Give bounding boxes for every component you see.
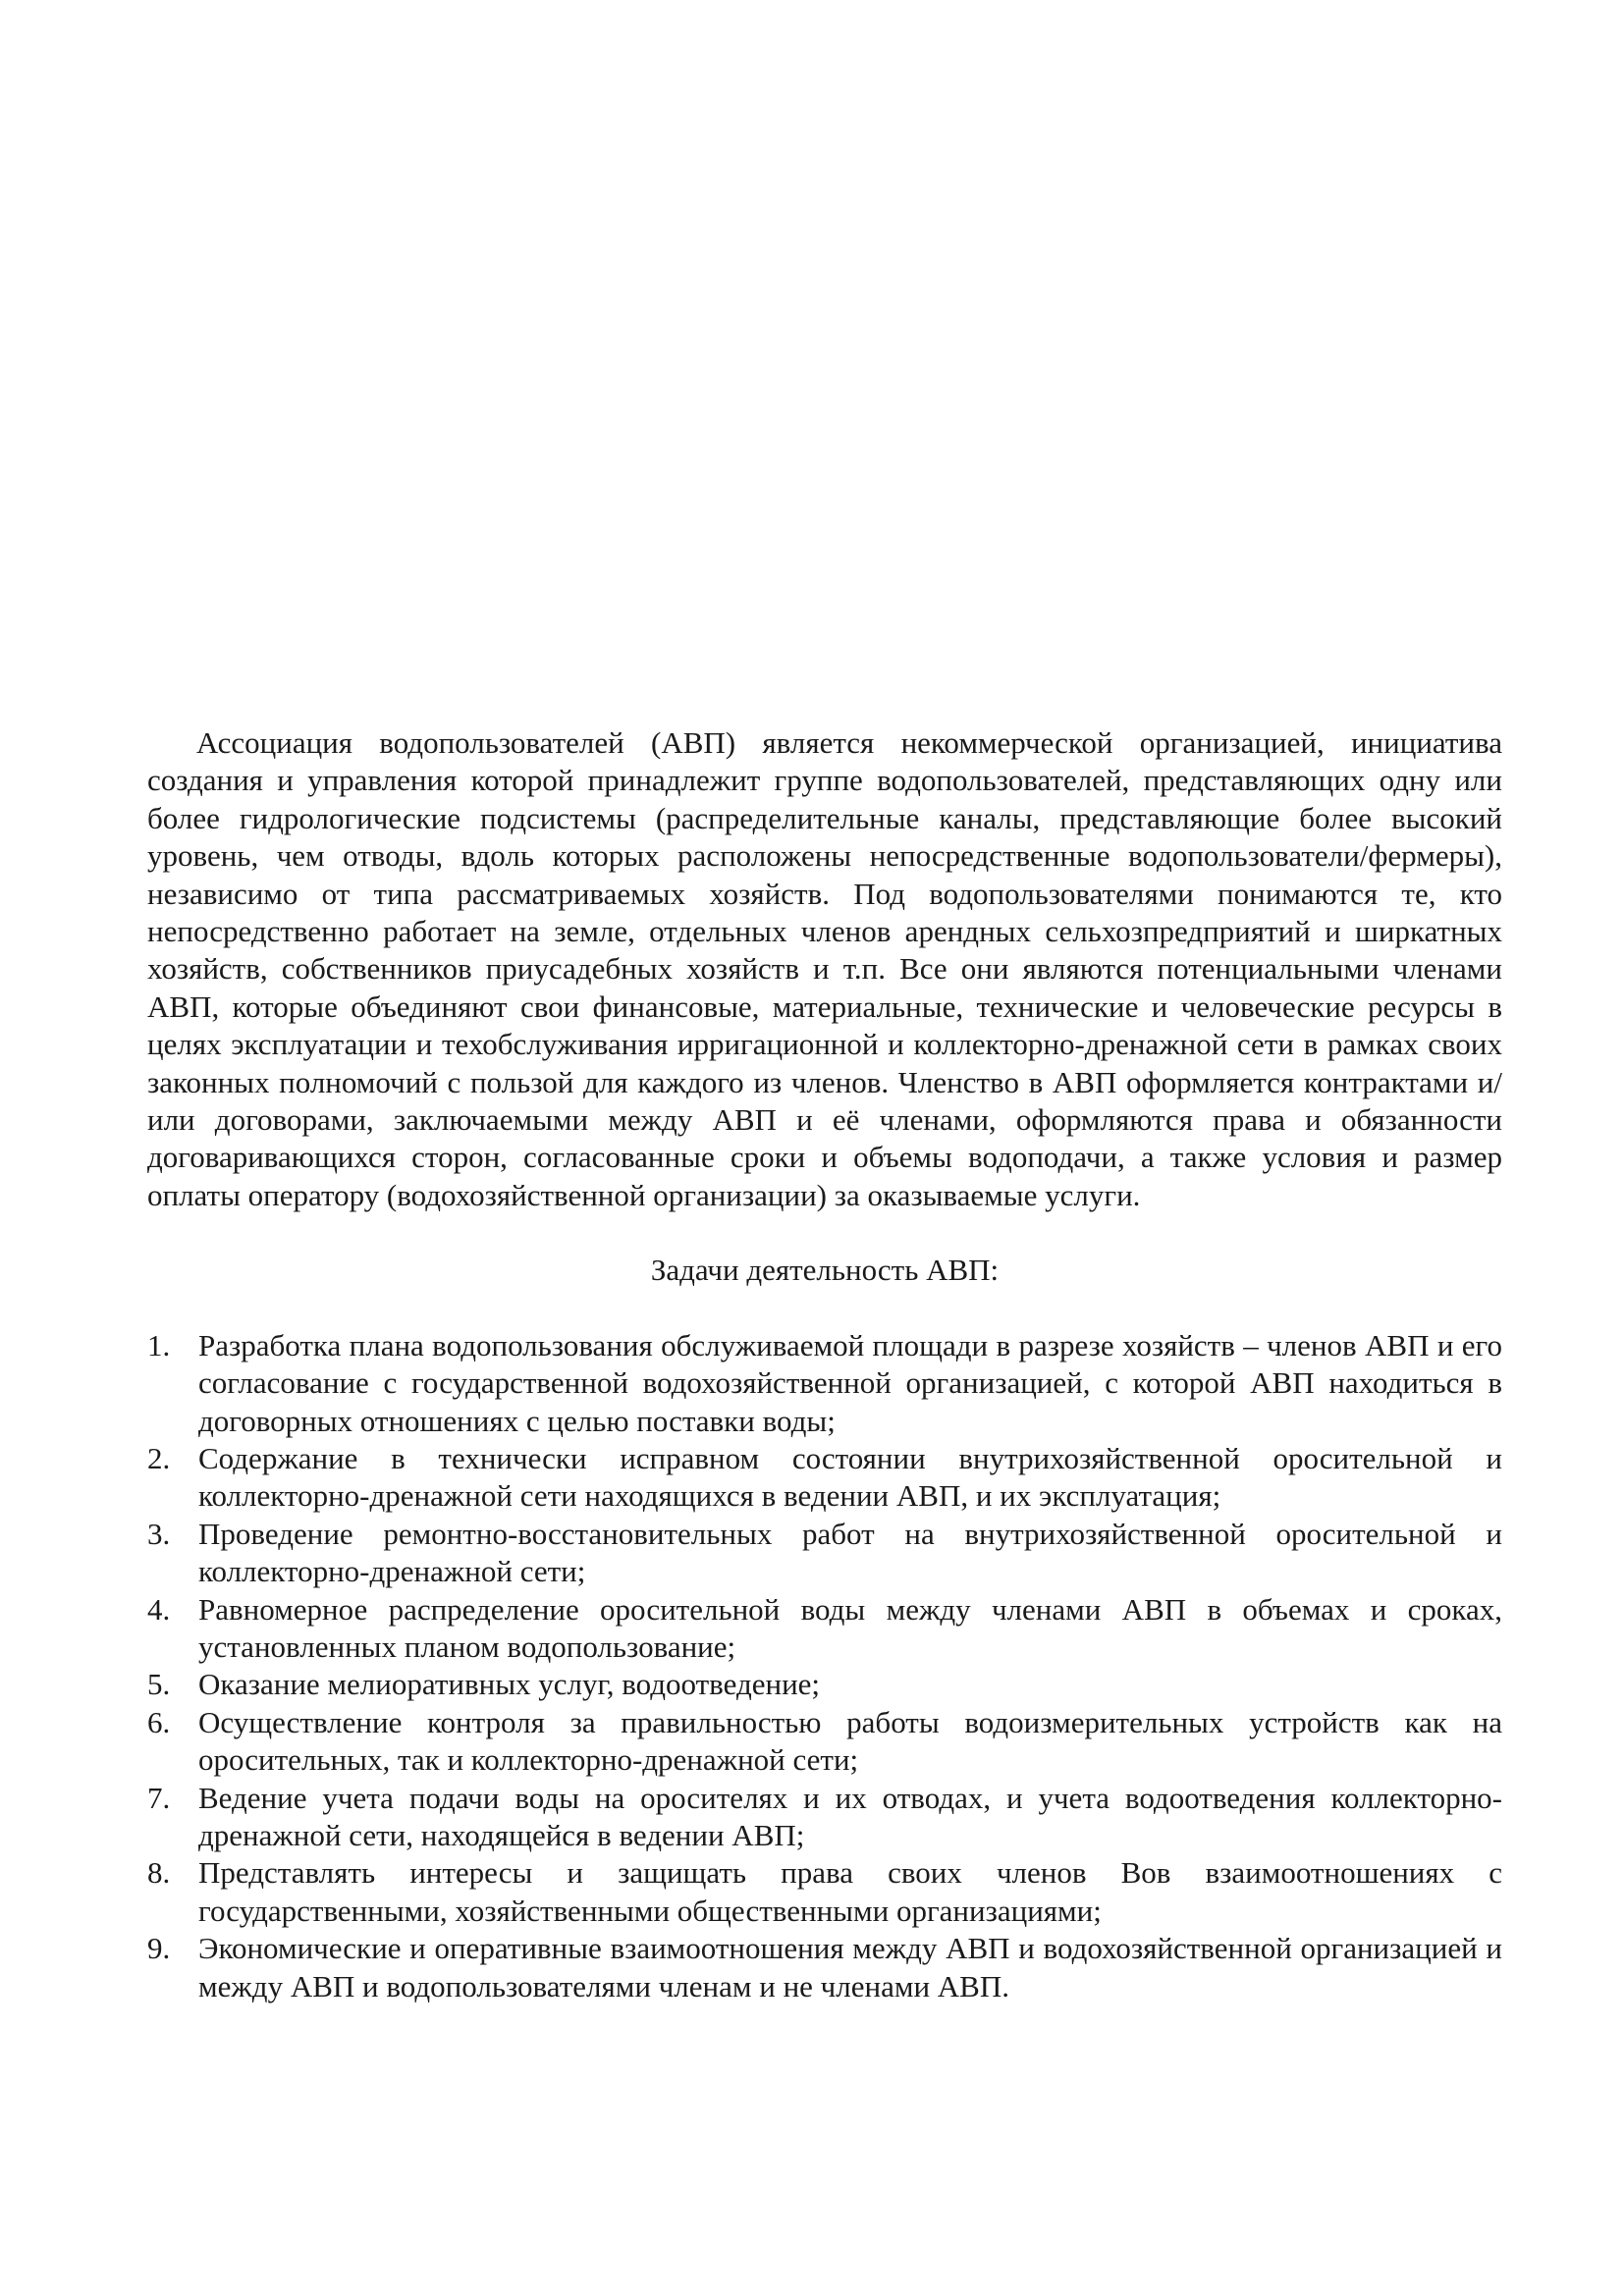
task-item (147, 1704, 1502, 1780)
tasks-list (147, 1327, 1502, 2005)
task-number: 4. (147, 1591, 171, 1627)
task-text: Содержание в технически исправном состоянии внутрихозяйственной оросительной и коллекторно-дренажной сети находящихся в ведении АВП, и их эксплуатация; (198, 1440, 1502, 1514)
task-number: 9. (147, 1931, 171, 1966)
task-number: 3. (147, 1516, 171, 1551)
intro-paragraph: Ассоциация водопользователей (АВП) является некоммерческой организацией, инициатива создания и управления которой принадлежит группе водопользователей, представляющих одну или более гидрологические подсистемы (распределительные каналы, представляющие более высокий уровень, чем отводы, вдоль которых расположены непосредственные водопользователи/фермеры), независимо от типа рассматриваемых хозяйств. Под водопользователями понимаются те, кто непосредственно работает на земле, отдельных членов арендных сельхозпредприятий и ширкатных хозяйств, собственников приусадебных хозяйств и т.п. Все они являются потенциальными членами АВП, которые объединяют свои финансовые, материальные, технические и человеческие ресурсы в целях эксплуатации и техобслуживания ирригационной и коллекторно-дренажной сети в рамках своих законных полномочий с пользой для каждого из членов. Членство в АВП оформляется контрактами и/или договорами, заключаемыми между АВП и её членами, оформляются права и обязанности договаривающихся сторон, согласованные сроки и объемы водоподачи, а также условия и размер оплаты оператору (водохозяйственной организации) за оказываемые услуги. (147, 725, 1502, 1212)
task-number: 2. (147, 1440, 171, 1475)
task-number: 7. (147, 1780, 171, 1815)
task-item (147, 1666, 1502, 1703)
document-page (147, 724, 1502, 2005)
task-text: Представлять интересы и защищать права своих членов Вов взаимоотношениях с государственными, хозяйственными общественными организациями; (198, 1855, 1502, 1928)
tasks-heading: Задачи деятельность АВП: (650, 1253, 1000, 1288)
task-text: Оказание мелиоративных услуг, водоотведение; (198, 1667, 821, 1702)
task-number: 6. (147, 1704, 171, 1739)
task-text: Экономические и оперативные взаимоотношения между АВП и водохозяйственной организацией и между АВП и водопользователями членам и не членами АВП. (198, 1931, 1502, 2003)
task-number: 1. (147, 1327, 171, 1362)
task-number: 5. (147, 1667, 171, 1702)
task-item (147, 1780, 1502, 1855)
task-text: Проведение ремонтно-восстановительных работ на внутрихозяйственной оросительной и коллекторно-дренажной сети; (198, 1516, 1502, 1589)
task-text: Разработка плана водопользования обслуживаемой площади в разрезе хозяйств – членов АВП и его согласование с государственной водохозяйственной организацией, с которой АВП находиться в договорных отношениях с целью поставки воды; (198, 1327, 1502, 1438)
task-text: Равномерное распределение оросительной воды между членами АВП в объемах и сроках, установленных планом водопользование; (198, 1591, 1502, 1664)
task-text: Осуществление контроля за правильностью работы водоизмерительных устройств как на оросительных, так и коллекторно-дренажной сети; (198, 1704, 1502, 1778)
task-number: 8. (147, 1855, 171, 1891)
task-item (147, 1591, 1502, 1667)
task-item (147, 1854, 1502, 1930)
task-text: Ведение учета подачи воды на оросителях и их отводах, и учета водоотведения коллекторно-дренажной сети, находящейся в ведении АВП; (198, 1780, 1502, 1852)
task-item (147, 1440, 1502, 1516)
task-item (147, 1327, 1502, 1440)
task-item (147, 1516, 1502, 1591)
task-item (147, 1930, 1502, 2005)
